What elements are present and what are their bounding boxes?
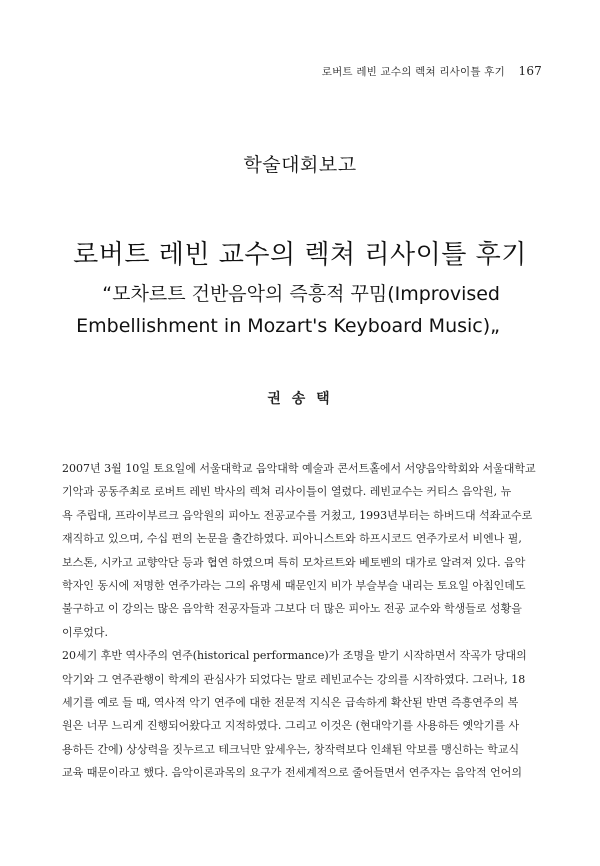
body-line: 불구하고 이 강의는 많은 음악학 전공자들과 그보다 더 많은 피아노 전공 교수와 학생들로 성황을 [62, 602, 522, 616]
body-line: 악기와 그 연주관행이 학계의 관심사가 되었다는 말로 레빈교수는 강의를 시작하였다. 그러나, 18 [62, 672, 526, 686]
body-line: 용하든 간에) 상상력을 짓누르고 테크닉만 앞세우는, 창작력보다 인쇄된 악보를 맹신하는 학교식 [62, 742, 520, 756]
article-subtitle [76, 278, 500, 342]
body-line: 원은 너무 느리게 진행되어왔다고 지적하였다. 그리고 이것은 (현대악기를 사용하든 옛악기를 사 [62, 719, 520, 733]
section-title: 학술대회보고 [243, 154, 357, 176]
page-number: 167 [518, 64, 542, 78]
subtitle-line-2: Embellishment in Mozart's Keyboard Music)„ [76, 315, 500, 337]
body-line: 이루었다. [62, 625, 109, 639]
body-line: 기악과 공동주최로 로버트 레빈 박사의 렉쳐 리사이틀이 열렸다. 레빈교수는 커티스 음악원, 뉴 [62, 485, 512, 499]
body-line: 세기를 예로 들 때, 역사적 악기 연주에 대한 전문적 지식은 급속하게 확산된 반면 즉흥연주의 복 [62, 696, 519, 710]
body-line: 2007년 3월 10일 토요일에 서울대학교 음악대학 예술과 콘서트홀에서 서양음악학회와 서울대학교 [62, 462, 536, 475]
body-line: 교육 때문이라고 했다. 음악이론과목의 요구가 전세계적으로 줄어들면서 연주자는 음악적 언어의 [62, 766, 523, 780]
body-line: 재직하고 있으며, 수십 편의 논문을 출간하였다. 피아니스트와 하프시코드 연주가로서 비엔나 필, [62, 532, 522, 546]
body-line: 학자인 동시에 저명한 연주가라는 그의 유명세 때문인지 비가 부슬부슬 내리는 토요일 아침인데도 [62, 579, 526, 593]
body-paragraphs [62, 457, 538, 785]
body-text [62, 457, 538, 785]
body-line: 욕 주립대, 프라이부르크 음악원의 피아노 전공교수를 거쳤고, 1993년부터는 하버드대 석좌교수로 [62, 508, 533, 522]
author-name: 권 송 택 [267, 391, 333, 407]
running-header [322, 64, 542, 79]
body-line: 보스톤, 시카고 교향악단 등과 협연 하였으며 특히 모차르트와 베토벤의 대가로 알려져 있다. 음악 [62, 555, 526, 569]
body-line: 20세기 후반 역사주의 연주(historical performance)가 조명을 받기 시작하면서 작곡가 당대의 [62, 649, 527, 663]
running-header-title: 로버트 레빈 교수의 렉쳐 리사이틀 후기 [321, 66, 505, 78]
subtitle-line-1: “모차르트 건반음악의 즉흥적 꾸밈(Improvised [102, 283, 500, 305]
article-title: 로버트 레빈 교수의 렉쳐 리사이틀 후기 [73, 240, 527, 270]
